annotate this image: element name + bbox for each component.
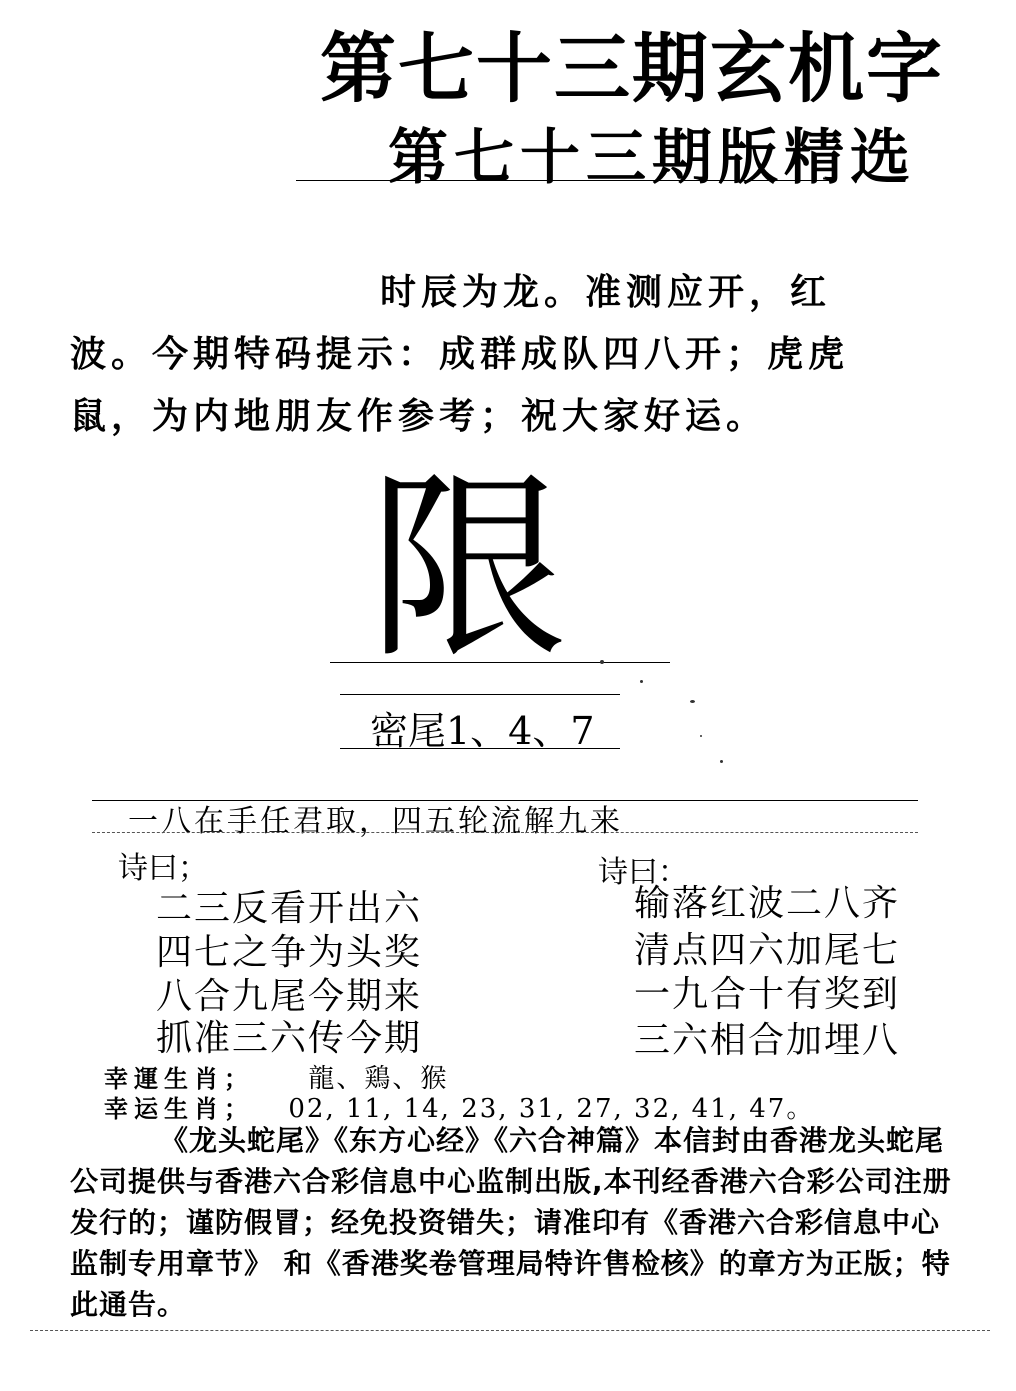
page-subtitle: 第七十三期版精选: [388, 123, 916, 193]
riddle-divider-top: [330, 662, 670, 663]
tail-box-bottom: [340, 748, 620, 749]
poem-right-line-3: 一九合十有奖到: [634, 974, 901, 1015]
page-title: 第七十三期玄机字: [320, 24, 944, 113]
poem-right-line-1: 输落红波二八齐: [634, 883, 901, 924]
lucky-numbers-values: 02, 11, 14, 23, 31, 27, 32, 41, 47。: [288, 1094, 815, 1124]
poem-right-line-4: 三六相合加埋八: [634, 1020, 901, 1061]
print-speck: [700, 735, 702, 737]
hint-line: 一八在手任君取，四五轮流解九来: [128, 804, 623, 839]
lucky-numbers-label: 幸运生肖；: [104, 1095, 254, 1123]
print-speck: [690, 700, 695, 703]
print-speck: [720, 760, 723, 763]
poem-left-line-2: 四七之争为头奖: [156, 932, 423, 973]
poem-right-heading: 诗曰：: [598, 855, 688, 890]
poem-left-line-4: 抓准三六传今期: [156, 1018, 423, 1059]
poem-left-line-3: 八合九尾今期来: [156, 976, 423, 1017]
lucky-zodiac-values: 龍、鶏、猴: [308, 1064, 449, 1094]
print-speck: [600, 660, 604, 664]
tail-box-top: [340, 694, 620, 695]
tail-numbers: 密尾1、4、7: [370, 709, 595, 753]
intro-paragraph: 时辰为龙。准测应开，红波。今期特码提示：成群成队四八开；虎虎鼠，为内地朋友作参考；祝大家好运。: [70, 272, 850, 437]
lucky-zodiac-label: 幸運生肖；: [104, 1065, 254, 1093]
footer-divider: [30, 1330, 990, 1331]
poem-left-heading: 诗曰；: [118, 851, 208, 886]
print-speck: [640, 680, 643, 683]
hint-divider-bottom: [92, 832, 918, 833]
notice-paragraph: 《龙头蛇尾》《东方心经》《六合神篇》本信封由香港龙头蛇尾公司提供与香港六合彩信息中心监制出版,本刊经香港六合彩公司注册发行的；谨防假冒；经免投资错失；请准印有《香港六合彩信息中心监制专用章节》 和《香港奖卷管理局特许售检核》的章方为正版；特此通告。: [70, 1124, 952, 1321]
riddle-character: 限: [368, 453, 569, 686]
poem-right-line-2: 清点四六加尾七: [634, 930, 901, 971]
poem-left-line-1: 二三反看开出六: [156, 888, 423, 929]
